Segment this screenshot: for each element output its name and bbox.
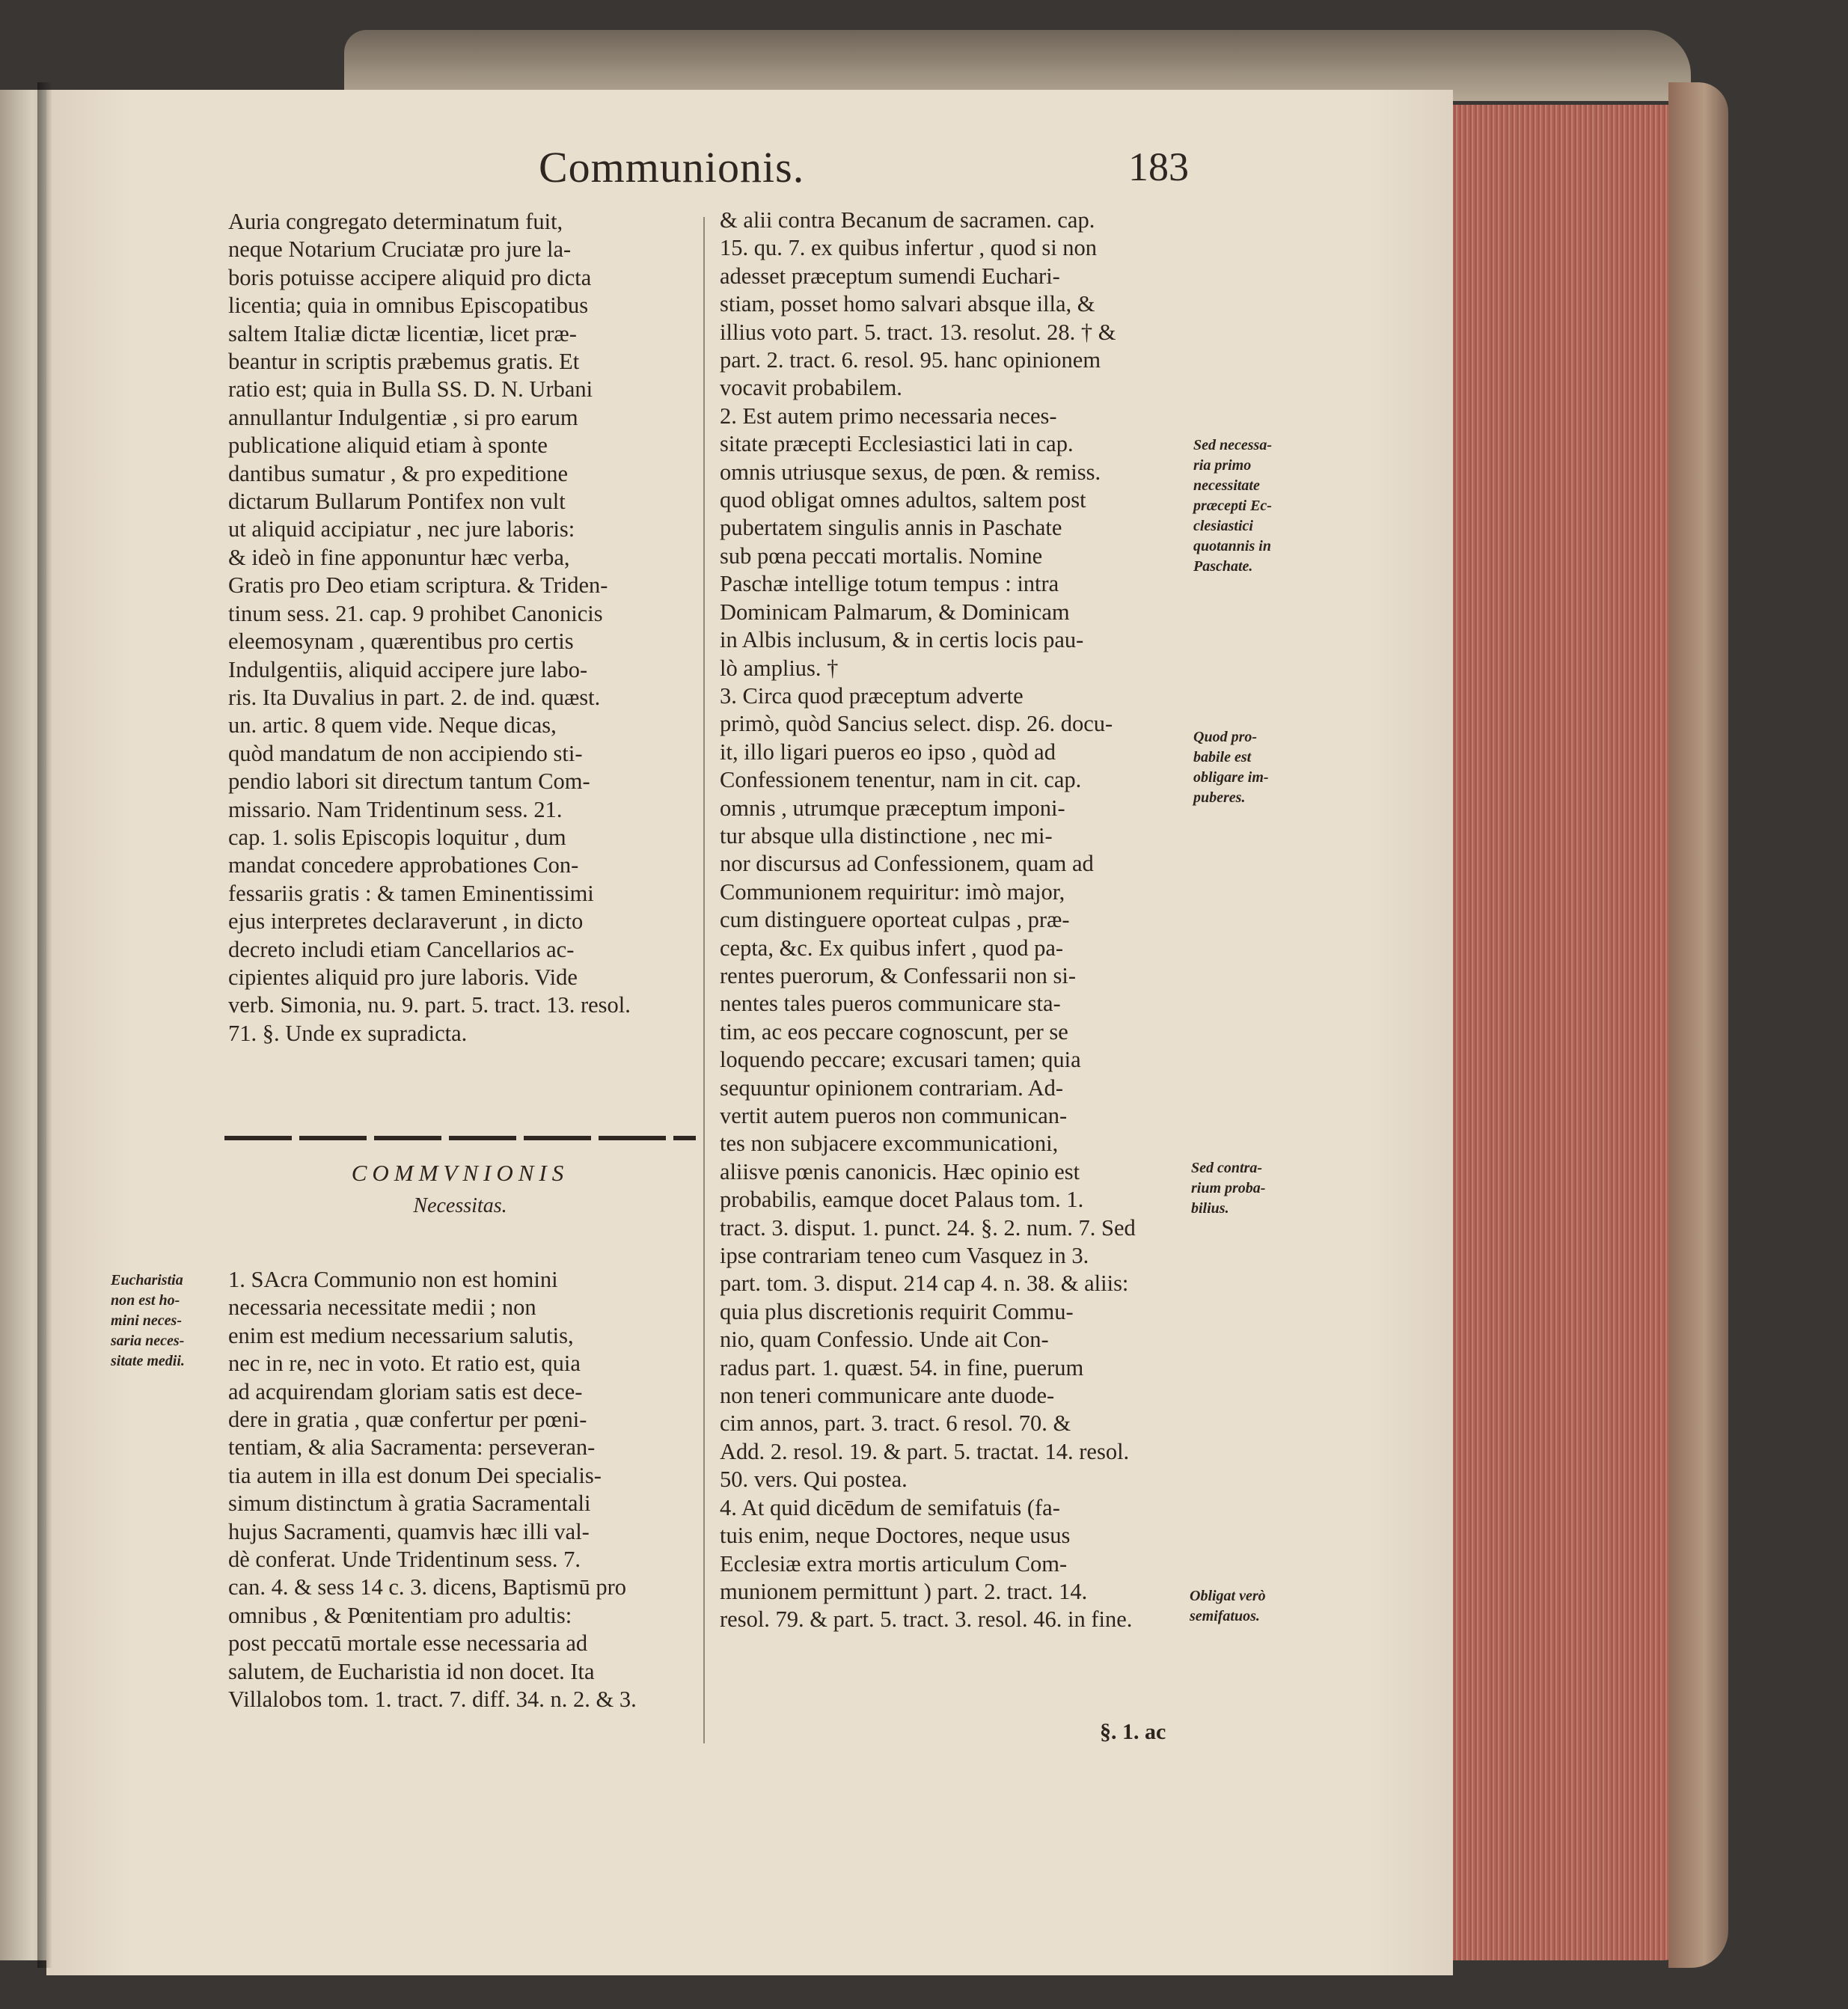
text-line: dere in gratia , quæ confertur per pœni- [228, 1407, 587, 1433]
text-line: part. tom. 3. disput. 214 cap 4. n. 38. & aliis: [720, 1270, 1129, 1297]
text-line: cim annos, part. 3. tract. 6 resol. 70. & [720, 1410, 1071, 1437]
margin-note-line: semifatuos. [1190, 1608, 1260, 1624]
running-title: Communionis. [539, 143, 805, 192]
text-line: quòd mandatum de non accipiendo sti- [228, 740, 583, 766]
text-line: it, illo ligari pueros eo ipso , quòd ad [720, 739, 1056, 765]
text-line: illius voto part. 5. tract. 13. resolut. 28. † & [720, 319, 1116, 345]
text-line: boris potuisse accipere aliquid pro dicta [228, 264, 592, 290]
margin-note-line: rium proba- [1191, 1180, 1266, 1196]
text-line: rentes puerorum, & Confessarii non si- [720, 962, 1077, 988]
margin-note-line: Quod pro- [1193, 729, 1258, 745]
text-line: Add. 2. resol. 19. & part. 5. tractat. 14. resol. [720, 1438, 1130, 1464]
text-line: Paschæ intellige totum tempus : intra [720, 571, 1059, 597]
margin-note-line: quotannis in [1193, 538, 1271, 554]
page-number: 183 [1128, 144, 1189, 189]
text-line: part. 2. tract. 6. resol. 95. hanc opinionem [720, 347, 1101, 373]
text-line: 15. qu. 7. ex quibus infertur , quod si non [720, 235, 1098, 261]
text-line: nio, quam Confessio. Unde ait Con- [720, 1327, 1049, 1353]
text-line: Gratis pro Deo etiam scriptura. & Triden- [228, 572, 608, 599]
margin-note-line: babile est [1193, 749, 1252, 765]
text-line: decreto includi etiam Cancellarios ac- [228, 936, 575, 962]
text-line: sitate præcepti Ecclesiastici lati in cap. [720, 431, 1074, 457]
text-line: omnibus , & Pœnitentiam pro adultis: [228, 1602, 572, 1628]
margin-note-line: saria neces- [111, 1333, 185, 1349]
text-line: Dominicam Palmarum, & Dominicam [720, 599, 1070, 625]
text-line: quod obligat omnes adultos, saltem post [720, 487, 1086, 513]
text-line: tia autem in illa est donum Dei specialis- [228, 1462, 602, 1488]
text-line: non teneri communicare ante duode- [720, 1383, 1055, 1409]
text-line: cap. 1. solis Episcopis loquitur , dum [228, 824, 566, 850]
margin-note-line: bilius. [1191, 1200, 1229, 1217]
text-line: neque Notarium Cruciatæ pro jure la- [228, 236, 572, 263]
text-line: omnis utriusque sexus, de pœn. & remiss. [720, 459, 1101, 485]
text-line: sequuntur opinionem contrariam. Ad- [720, 1074, 1064, 1101]
text-line: un. artic. 8 quem vide. Neque dicas, [228, 712, 557, 739]
book-cover-edge [1668, 82, 1728, 1968]
right-column [720, 207, 1185, 1634]
margin-note-line: puberes. [1193, 789, 1246, 806]
text-line: ejus interpretes declaraverunt , in dicto [228, 908, 584, 935]
text-line: primò, quòd Sancius select. disp. 26. docu- [720, 711, 1113, 737]
text-line: probabilis, eamque docet Palaus tom. 1. [720, 1187, 1084, 1213]
text-line: tinum sess. 21. cap. 9 prohibet Canonicis [228, 600, 603, 626]
text-line: publicatione aliquid etiam à sponte [228, 432, 548, 459]
margin-note-line: Eucharistia [111, 1272, 183, 1288]
text-line: mandat concedere approbationes Con- [228, 852, 579, 878]
margin-note-line: non est ho- [111, 1292, 180, 1309]
text-line: cum distinguere oporteat culpas , præ- [720, 907, 1070, 933]
section-subtitle: Necessitas. [413, 1194, 507, 1217]
text-line: 2. Est autem primo necessaria neces- [720, 403, 1057, 429]
text-line: simum distinctum à gratia Sacramentali [228, 1490, 591, 1517]
text-line: licentia; quia in omnibus Episcopatibus [228, 293, 589, 319]
text-line: vertit autem pueros non communican- [720, 1103, 1068, 1128]
margin-note-line: Sed contra- [1191, 1160, 1262, 1176]
text-line: ris. Ita Duvalius in part. 2. de ind. quæst. [228, 684, 601, 710]
margin-note-obligat-vero [1190, 1586, 1317, 1627]
text-line: ad acquirendam gloriam satis est dece- [228, 1378, 583, 1404]
margin-note-line: Sed necessa- [1193, 437, 1272, 453]
text-line: saltem Italiæ dictæ licentiæ, licet præ- [228, 320, 577, 346]
text-line: stiam, posset homo salvari absque illa, & [720, 291, 1095, 317]
text-line: necessaria necessitate medii ; non [228, 1294, 536, 1321]
text-line: tim, ac eos peccare cognoscunt, per se [720, 1018, 1068, 1045]
text-line: 50. vers. Qui postea. [720, 1467, 908, 1493]
text-line: cepta, &c. Ex quibus infert , quod pa- [720, 935, 1064, 961]
left-column [228, 208, 692, 1048]
margin-note-line: Paschate. [1193, 558, 1253, 575]
text-line: munionem permittunt ) part. 2. tract. 14. [720, 1578, 1088, 1604]
margin-note-line: necessitate [1193, 477, 1260, 494]
text-line: in Albis inclusum, & in certis locis pau- [720, 627, 1084, 653]
text-line: nec in re, nec in voto. Et ratio est, quia [228, 1351, 581, 1377]
margin-note-line: obligare im- [1193, 769, 1269, 786]
margin-note-line: Obligat verò [1190, 1588, 1266, 1604]
text-line: radus part. 1. quæst. 54. in fine, puerum [720, 1354, 1084, 1380]
text-line: aliisve pœnis canonicis. Hæc opinio est [720, 1158, 1080, 1184]
margin-note-line: ria primo [1193, 457, 1252, 474]
text-line: quia plus discretionis requirit Commu- [720, 1298, 1074, 1324]
text-line: Villalobos tom. 1. tract. 7. diff. 34. n. 2. & 3. [228, 1687, 637, 1713]
text-line: pubertatem singulis annis in Paschate [720, 515, 1062, 541]
text-line: eleemosynam , quærentibus pro certis [228, 629, 574, 655]
text-line: annullantur Indulgentiæ , si pro earum [228, 404, 578, 430]
text-line: ut aliquid accipiatur , nec jure laboris: [228, 516, 575, 542]
text-line: & ideò in fine apponuntur hæc verba, [228, 544, 570, 570]
left-column-bottom [228, 1266, 692, 1714]
text-line: nentes tales pueros communicare sta- [720, 991, 1061, 1017]
text-line: adesset præceptum sumendi Euchari- [720, 263, 1060, 289]
text-line: & alii contra Becanum de sacramen. cap. [720, 207, 1095, 233]
margin-note-line: mini neces- [111, 1312, 182, 1329]
text-line: Auria congregato determinatum fuit, [228, 209, 563, 234]
text-line: 4. At quid dicēdum de semifatuis (fa- [720, 1494, 1060, 1520]
text-line: dantibus sumatur , & pro expeditione [228, 460, 569, 486]
text-line: 71. §. Unde ex supradicta. [228, 1020, 468, 1046]
text-line: dè conferat. Unde Tridentinum sess. 7. [228, 1547, 581, 1573]
text-line: tuis enim, neque Doctores, neque usus [720, 1523, 1071, 1549]
text-line: nor discursus ad Confessionem, quam ad [720, 851, 1094, 877]
text-line: verb. Simonia, nu. 9. part. 5. tract. 13. resol. [228, 992, 631, 1018]
text-line: lò amplius. † [720, 655, 839, 681]
text-line: pendio labori sit directum tantum Com- [228, 768, 590, 795]
text-line: Confessionem tenentur, nam in cit. cap. [720, 767, 1082, 793]
text-line: 1. SAcra Communio non est homini [228, 1267, 558, 1292]
column-divider [703, 217, 705, 1743]
text-line: salutem, de Eucharistia id non docet. Ita [228, 1658, 595, 1684]
catchword: §. 1. ac [1100, 1719, 1166, 1744]
text-line: Indulgentiis, aliquid accipere jure labo- [228, 656, 588, 682]
margin-note-sed-necessaria [1193, 435, 1321, 577]
text-line: tur absque ulla distinctione , nec mi- [720, 822, 1053, 848]
text-line: resol. 79. & part. 5. tract. 3. resol. 46. in fine. [720, 1606, 1133, 1633]
text-line: post peccatū mortale esse necessaria ad [228, 1630, 588, 1657]
text-line: enim est medium necessarium salutis, [228, 1322, 574, 1348]
margin-note-quod-probabile [1193, 727, 1321, 808]
margin-note-line: sitate medii. [111, 1353, 185, 1369]
margin-note-line: præcepti Ec- [1193, 498, 1272, 514]
text-line: loquendo peccare; excusari tamen; quia [720, 1047, 1081, 1073]
text-line: dictarum Bullarum Pontifex non vult [228, 489, 566, 515]
text-line: can. 4. & sess 14 c. 3. dicens, Baptismū pro [228, 1574, 626, 1600]
text-line: missario. Nam Tridentinum sess. 21. [228, 796, 563, 822]
margin-note-sed-contrarium [1191, 1158, 1318, 1219]
text-line: omnis , utrumque præceptum imponi- [720, 795, 1065, 821]
text-line: Ecclesiæ extra mortis articulum Com- [720, 1550, 1068, 1577]
text-line: cipientes aliquid pro jure laboris. Vide [228, 964, 578, 990]
text-line: tract. 3. disput. 1. punct. 24. §. 2. num. 7. Sed [720, 1214, 1136, 1241]
text-line: Communionem requiritur: imò major, [720, 878, 1065, 905]
margin-note-eucharistia [111, 1270, 223, 1372]
page-fore-edge [1453, 105, 1692, 1960]
text-line: ipse contrariam teneo cum Vasquez in 3. [720, 1243, 1089, 1269]
spine-shadow [37, 82, 52, 1968]
text-line: 3. Circa quod præceptum adverte [720, 682, 1024, 709]
text-line: fessariis gratis : & tamen Eminentissimi [228, 880, 594, 906]
section-divider [224, 1136, 696, 1140]
margin-note-line: clesiastici [1193, 518, 1253, 534]
text-line: beantur in scriptis præbemus gratis. Et [228, 349, 580, 375]
section-title: COMMVNIONIS [351, 1160, 569, 1186]
text-line: hujus Sacramenti, quamvis hæc illi val- [228, 1518, 590, 1544]
text-line: tentiam, & alia Sacramenta: perseveran- [228, 1434, 596, 1461]
text-line: sub pœna peccati mortalis. Nomine [720, 542, 1043, 569]
text-line: tes non subjacere excommunicationi, [720, 1131, 1059, 1157]
text-line: vocavit probabilem. [720, 375, 902, 401]
text-line: ratio est; quia in Bulla SS. D. N. Urbani [228, 376, 593, 403]
